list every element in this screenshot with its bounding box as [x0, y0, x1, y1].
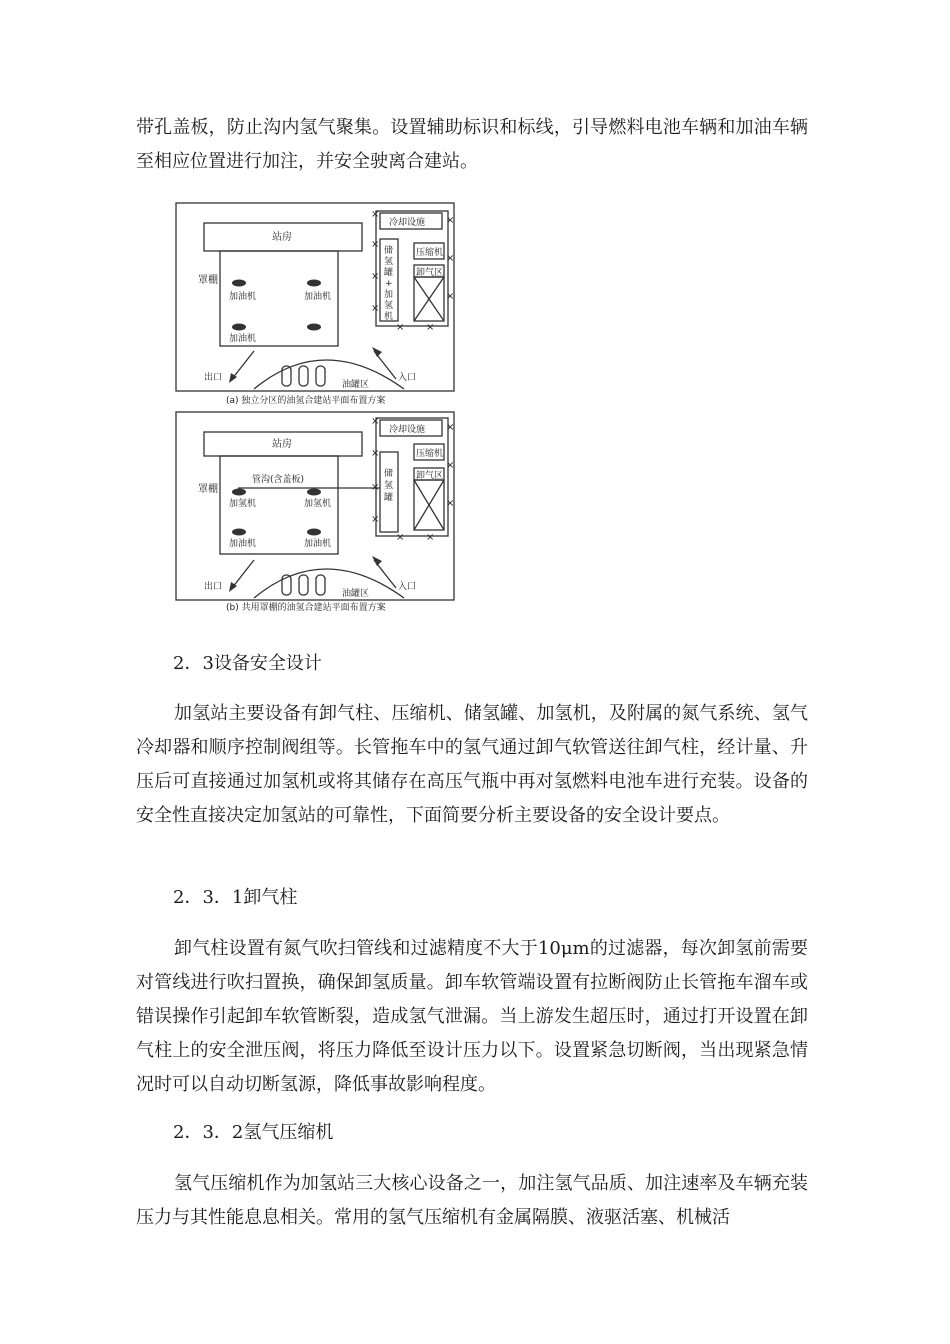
svg-text:×: × — [446, 422, 455, 433]
label-entrance-a: 入口 — [398, 373, 417, 383]
svg-text:氢: 氢 — [384, 257, 394, 267]
label-tank-area-a: 油罐区 — [342, 380, 370, 390]
svg-text:×: × — [371, 239, 380, 250]
svg-text:×: × — [371, 482, 380, 493]
paragraph-unloading-post: 卸气柱设置有氮气吹扫管线和过滤精度不大于10μm的过滤器，每次卸氢前需要对管线进行吹扫置换，确保卸氢质量。卸车软管端设置有拉断阀防止长管拖车溜车或错误操作引起卸车软管断裂，造成氢气泄漏。当上游发生超压时，通过打开设置在卸气柱上的安全泄压阀，将压力降低至设计压力以下。设置紧急切断阀，当出现紧急情况时可以自动切断氢源，降低事故影响程度。 — [136, 938, 808, 1095]
caption-figure-b: (b) 共用罩棚的油氢合建站平面布置方案 — [226, 603, 386, 613]
label-storage-col-b — [384, 467, 393, 503]
caption-figure-a: (a) 独立分区的油氢合建站平面布置方案 — [226, 396, 386, 406]
label-cooling-a: 冷却设施 — [389, 218, 426, 228]
figure-a-layout-plan — [174, 201, 456, 413]
label-compressor-b: 压缩机 — [416, 449, 444, 459]
label-station-house-a: 站房 — [272, 232, 292, 243]
svg-text:+: + — [385, 279, 393, 289]
label-dispenser-a2: 加油机 — [304, 292, 332, 302]
svg-text:×: × — [396, 532, 405, 543]
svg-text:×: × — [371, 514, 380, 525]
label-oil-dispenser-b1: 加油机 — [229, 539, 257, 549]
label-dispenser-a3: 加油机 — [229, 334, 257, 344]
label-exit-a: 出口 — [204, 373, 223, 383]
label-h2-dispenser-b1: 加氢机 — [229, 499, 257, 509]
svg-text:×: × — [371, 271, 380, 282]
heading-2-3: 2．3设备安全设计 — [173, 653, 322, 674]
svg-text:×: × — [396, 322, 405, 333]
svg-text:×: × — [371, 209, 380, 220]
svg-text:氢: 氢 — [384, 301, 394, 311]
label-tank-area-b: 油罐区 — [342, 589, 370, 599]
label-storage-col-a — [384, 244, 393, 322]
label-compressor-a: 压缩机 — [416, 248, 444, 258]
label-unloading-a: 卸气区 — [416, 268, 444, 278]
paragraph-compressor: 氢气压缩机作为加氢站三大核心设备之一，加注氢气品质、加注速率及车辆充装压力与其性能息息相关。常用的氢气压缩机有金属隔膜、液驱活塞、机械活 — [136, 1173, 808, 1228]
figure-b-layout-plan — [174, 410, 456, 616]
paragraph-intro: 带孔盖板，防止沟内氢气聚集。设置辅助标识和标线，引导燃料电池车辆和加油车辆至相应位置进行加注，并安全驶离合建站。 — [136, 117, 808, 172]
svg-text:机: 机 — [384, 312, 394, 322]
svg-text:罐: 罐 — [384, 493, 394, 503]
label-station-house-b: 站房 — [272, 439, 292, 450]
svg-text:×: × — [446, 498, 455, 509]
label-unloading-b: 卸气区 — [416, 471, 444, 481]
svg-text:储: 储 — [384, 246, 394, 256]
label-dispenser-a1: 加油机 — [229, 292, 257, 302]
label-h2-dispenser-b2: 加氢机 — [304, 499, 332, 509]
svg-text:加: 加 — [384, 290, 394, 300]
svg-text:×: × — [446, 291, 455, 302]
label-canopy-b: 罩棚 — [198, 484, 218, 495]
svg-text:×: × — [371, 416, 380, 427]
paragraph-equipment: 加氢站主要设备有卸气柱、压缩机、储氢罐、加氢机，及附属的氮气系统、氢气冷却器和顺序控制阀组等。长管拖车中的氢气通过卸气软管送往卸气柱，经计量、升压后可直接通过加氢机或将其储存在高压气瓶中再对氢燃料电池车进行充装。设备的安全性直接决定加氢站的可靠性，下面简要分析主要设备的安全设计要点。 — [136, 703, 808, 826]
svg-text:×: × — [371, 448, 380, 459]
label-trench-b: 管沟(含盖板) — [252, 475, 305, 485]
heading-2-3-1: 2．3．1卸气柱 — [173, 887, 298, 908]
svg-text:×: × — [426, 322, 435, 333]
svg-text:罐: 罐 — [384, 268, 394, 278]
heading-2-3-2: 2．3．2氢气压缩机 — [173, 1122, 334, 1143]
svg-text:氢: 氢 — [384, 481, 394, 491]
label-cooling-b: 冷却设施 — [389, 425, 426, 435]
label-canopy-a: 罩棚 — [198, 275, 218, 286]
svg-text:×: × — [446, 215, 455, 226]
svg-text:储: 储 — [384, 469, 394, 479]
label-exit-b: 出口 — [204, 582, 223, 592]
label-oil-dispenser-b2: 加油机 — [304, 539, 332, 549]
svg-text:×: × — [426, 532, 435, 543]
svg-text:×: × — [371, 303, 380, 314]
svg-text:×: × — [446, 253, 455, 264]
svg-text:×: × — [446, 460, 455, 471]
label-entrance-b: 入口 — [398, 582, 417, 592]
